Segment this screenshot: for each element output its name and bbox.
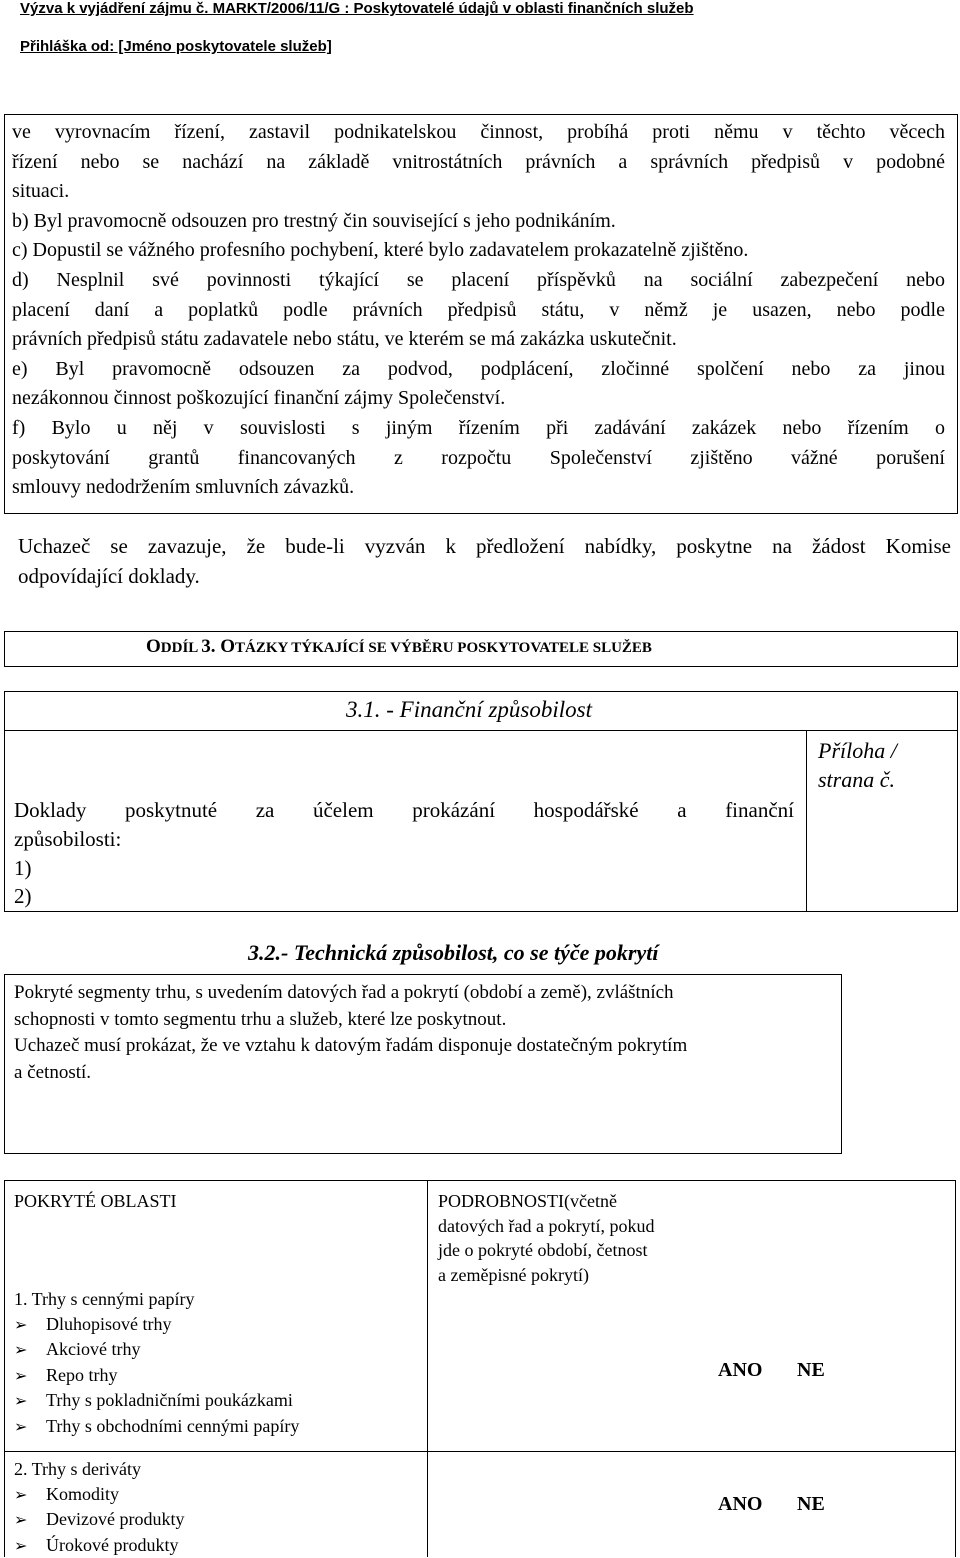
technical-capacity-line-4: a četností.: [14, 1060, 91, 1087]
document-header-applicant: Přihláška od: [Jméno poskytovatele služeb]: [20, 38, 332, 55]
undertaking-line-2: odpovídající doklady.: [18, 562, 200, 592]
exclusion-item-d-line-2: placení daní a poplatků podle právních předpisů státu, v němž je usazen, nebo podle: [12, 296, 945, 326]
technical-capacity-line-1: Pokryté segmenty trhu, s uvedením datových řad a pokrytí (období a země), zvláštních: [14, 980, 674, 1007]
arrow-bullet-icon: ➢: [14, 1338, 46, 1363]
securities-no-option[interactable]: NE: [797, 1359, 825, 1382]
coverage-areas-header: POKRYTÉ OBLASTI: [14, 1189, 177, 1214]
list-item: ➢ Trhy s obchodními cennými papíry: [14, 1414, 299, 1440]
list-item: ➢ Akciové trhy: [14, 1337, 299, 1363]
coverage-group-derivatives: [14, 1457, 184, 1558]
list-item: ➢ Úrokové produkty: [14, 1533, 184, 1558]
list-item: ➢ Devizové produkty: [14, 1507, 184, 1533]
exclusion-item-e-line-2: nezákonnou činnost poškozující finanční zájmy Společenství.: [12, 384, 505, 414]
coverage-group-title: 1. Trhy s cennými papíry: [14, 1287, 299, 1312]
list-item: ➢ Dluhopisové trhy: [14, 1312, 299, 1338]
technical-capacity-line-2: schopnosti v tomto segmentu trhu a služeb, které lze poskytnout.: [14, 1007, 506, 1034]
arrow-bullet-icon: ➢: [14, 1534, 46, 1558]
coverage-table-group-divider: [4, 1451, 956, 1452]
list-item: ➢ Repo trhy: [14, 1363, 299, 1389]
arrow-bullet-icon: ➢: [14, 1415, 46, 1440]
derivatives-yes-option[interactable]: ANO: [718, 1493, 762, 1516]
technical-capacity-line-3: Uchazeč musí prokázat, že ve vztahu k datovým řadám disponuje dostatečným pokrytím: [14, 1033, 687, 1060]
exclusion-item-f-line-2: poskytování grantů financovaných z rozpočtu Společenství zjištěno vážné porušení: [12, 444, 945, 474]
section-3-title: ODDÍL 3. OTÁZKY TÝKAJÍCÍ SE VÝBĚRU POSKYTOVATELE SLUŽEB: [146, 636, 652, 658]
subsection-3-1-title: 3.1. - Finanční způsobilost: [346, 697, 592, 723]
arrow-bullet-icon: ➢: [14, 1483, 46, 1508]
coverage-table-column-divider: [427, 1180, 428, 1557]
exclusion-intro-line-3: situaci.: [12, 177, 69, 207]
exclusion-item-f-line-1: f) Bylo u něj v souvislosti s jiným řízením při zadávání zakázek nebo řízením o: [12, 414, 945, 444]
exclusion-item-b: b) Byl pravomocně odsouzen pro trestný čin související s jeho podnikáním.: [12, 207, 616, 237]
list-item: ➢ Trhy s pokladničními poukázkami: [14, 1388, 299, 1414]
coverage-details-header: PODROBNOSTI(včetně datových řad a pokrytí, pokud jde o pokryté období, četnost a zeměpisné pokrytí): [438, 1189, 654, 1287]
attachment-page-label: Příloha / strana č.: [818, 736, 897, 794]
arrow-bullet-icon: ➢: [14, 1389, 46, 1414]
exclusion-item-c: c) Dopustil se vážného profesního pochybení, které bylo zadavatelem prokazatelně zjištěno.: [12, 236, 748, 266]
financial-documents-divider: [806, 730, 807, 912]
document-header-title: Výzva k vyjádření zájmu č. MARKT/2006/11/G : Poskytovatelé údajů v oblasti finančních služeb: [20, 0, 694, 17]
exclusion-item-f-line-3: smlouvy nedodržením smluvních závazků.: [12, 473, 354, 503]
financial-documents-line-2: způsobilosti:: [14, 825, 121, 855]
derivatives-no-option[interactable]: NE: [797, 1493, 825, 1516]
undertaking-line-1: Uchazeč se zavazuje, že bude-li vyzván k předložení nabídky, poskytne na žádost Komise: [18, 532, 951, 562]
securities-yes-option[interactable]: ANO: [718, 1359, 762, 1382]
subsection-3-2-title: 3.2.- Technická způsobilost, co se týče pokrytí: [248, 940, 658, 966]
arrow-bullet-icon: ➢: [14, 1508, 46, 1533]
exclusion-item-e-line-1: e) Byl pravomocně odsouzen za podvod, podplácení, zločinné spolčení nebo za jinou: [12, 355, 945, 385]
exclusion-intro-line-2: řízení nebo se nachází na základě vnitrostátních právních a správních předpisů v podobné: [12, 148, 945, 178]
coverage-group-securities: [14, 1287, 299, 1439]
arrow-bullet-icon: ➢: [14, 1313, 46, 1338]
exclusion-item-d-line-1: d) Nesplnil své povinnosti týkající se placení příspěvků na sociální zabezpečení nebo: [12, 266, 945, 296]
arrow-bullet-icon: ➢: [14, 1364, 46, 1389]
financial-document-1: 1): [14, 854, 32, 884]
exclusion-intro-line-1: ve vyrovnacím řízení, zastavil podnikatelskou činnost, probíhá proti němu v těchto věcech: [12, 118, 945, 148]
coverage-group-title: 2. Trhy s deriváty: [14, 1457, 184, 1482]
financial-document-2: 2): [14, 882, 32, 912]
exclusion-item-d-line-3: právních předpisů státu zadavatele nebo státu, ve kterém se má zakázka uskutečnit.: [12, 325, 677, 355]
financial-documents-line-1: Doklady poskytnuté za účelem prokázání hospodářské a finanční: [14, 796, 794, 826]
list-item: ➢ Komodity: [14, 1482, 184, 1508]
